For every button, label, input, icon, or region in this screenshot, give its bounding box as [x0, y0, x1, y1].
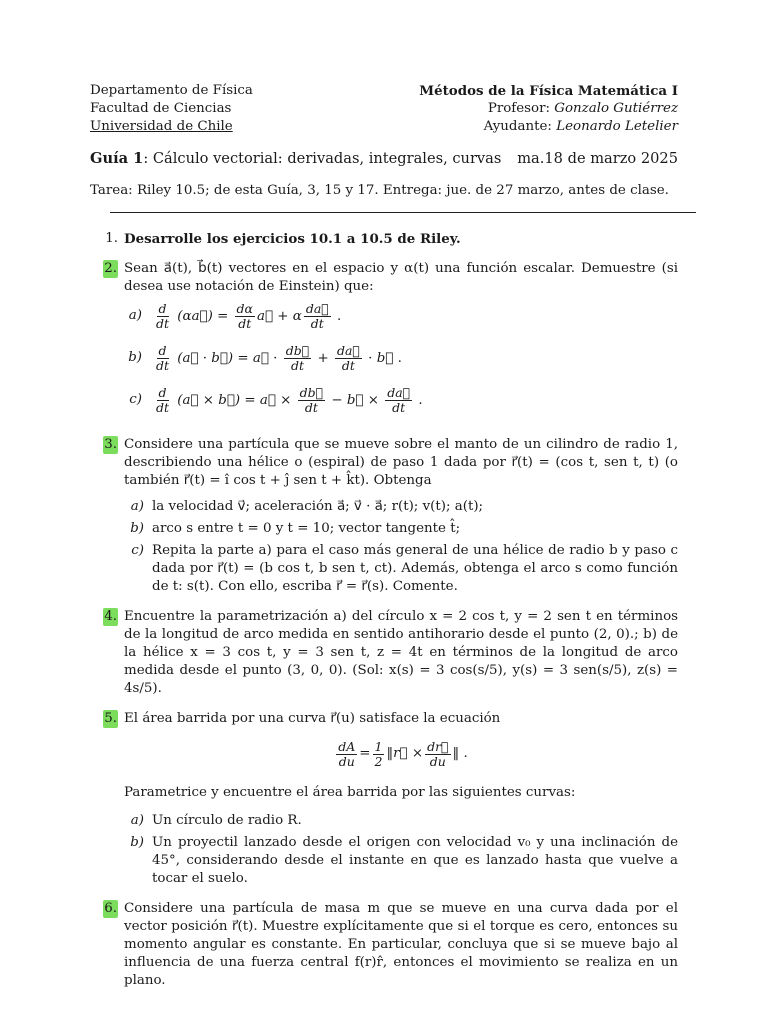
exercise-1 — [90, 230, 678, 248]
assistant-label: Ayudante: — [483, 119, 552, 134]
exercise-5 — [90, 710, 678, 888]
item-label: b) — [130, 521, 144, 536]
number-highlight: 5. — [104, 711, 117, 726]
document-page — [90, 82, 678, 1002]
item-text: arco s entre t = 0 y t = 10; vector tangente t̂; — [152, 521, 461, 536]
header-right — [419, 82, 678, 136]
exercise-text: Considere una partícula de masa m que se mueve en una curva dada por el vector posición r⃗(t). Muestre explícitamente que si el torque es cero, entonces su momento angular es constante. En particular, concluya que si se mueve bajo al influencia de una fuerza central f(r)r̂, entonces el movimiento se realiza en un plano. — [124, 901, 678, 988]
exercise-body — [124, 710, 678, 888]
item-label: c) — [131, 543, 144, 558]
guide-title — [90, 150, 501, 168]
item-label: b) — [130, 835, 144, 850]
item-text: Repita la parte a) para el caso más general de una hélice de radio b y paso c dada por r⃗(t) = (b cos t, b sen t, ct). Además, obtenga el arco s como función de t: s(t). Con ello, escriba r⃗ = r⃗(s). Comente. — [152, 543, 678, 594]
university: Universidad de Chile — [90, 119, 233, 134]
sub-item-a — [124, 812, 678, 830]
item-label: a) — [130, 813, 144, 828]
exercise-paragraph: Parametrice y encuentre el área barrida por las siguientes curvas: — [124, 785, 576, 800]
number-text: 1. — [105, 231, 118, 246]
item-text: Un círculo de radio R. — [152, 813, 302, 828]
number-highlight: 3. — [104, 437, 117, 452]
exercise-body — [124, 436, 678, 596]
guide-date: ma.18 de marzo 2025 — [517, 150, 678, 167]
guide-topic: : Cálculo vectorial: derivadas, integrales, curvas — [143, 150, 502, 167]
item-label: b) — [128, 350, 142, 365]
exercise-text: Desarrolle los ejercicios 10.1 a 10.5 de Riley. — [124, 231, 461, 247]
professor-name: Gonzalo Gutiérrez — [554, 101, 678, 116]
exercise-body — [124, 260, 678, 424]
exercise-number — [90, 710, 124, 888]
exercise-number — [90, 900, 124, 990]
exercise-number — [90, 608, 124, 698]
department: Departamento de Física — [90, 83, 253, 98]
sub-item-a — [124, 498, 678, 516]
exercise-number — [90, 230, 124, 248]
sub-item-b — [124, 834, 678, 888]
exercise-3 — [90, 436, 678, 596]
exercise-number — [90, 260, 124, 424]
professor-line — [419, 100, 678, 118]
exercise-text: Considere una partícula que se mueve sobre el manto de un cilindro de radio 1, describiendo una hélice o (espiral) de paso 1 dada por r⃗(t) = (cos t, sen t, t) (o también r⃗(t) = î cos t + ĵ sen t + k̂t). Obtenga — [124, 437, 678, 488]
formula-c: $\frac{d}{dt}$ (a⃗ × b⃗) = a⃗ × $\frac{db⃗}{dt}$ − b⃗ × $\frac{da⃗}{dt}$ . — [156, 384, 423, 415]
number-highlight: 2. — [104, 261, 117, 276]
item-label: a) — [130, 499, 144, 514]
area-equation: $\frac{dA}{du}$ = $\frac{1}{2}$ ‖r⃗ × $\frac{dr⃗}{du}$ ‖ . — [338, 738, 468, 769]
professor-label: Profesor: — [487, 101, 551, 116]
item-label: a) — [128, 308, 142, 323]
formula-b: $\frac{d}{dt}$ (a⃗ · b⃗) = a⃗ · $\frac{db⃗}{dt}$ + $\frac{da⃗}{dt}$ · b⃗ . — [156, 342, 402, 373]
equation-c — [124, 382, 678, 418]
assistant-name: Leonardo Letelier — [556, 119, 678, 134]
equation-b — [124, 340, 678, 376]
exercise-6 — [90, 900, 678, 990]
sub-item-b — [124, 520, 678, 538]
exercise-text: Sean a⃗(t), b⃗(t) vectores en el espacio y α(t) una función escalar. Demuestre (si desea use notación de Einstein) que: — [124, 261, 678, 294]
guide-title-row — [90, 150, 678, 168]
exercise-list — [90, 230, 678, 990]
course-name: Métodos de la Física Matemática I — [419, 83, 678, 99]
item-text: la velocidad v⃗; aceleración a⃗; v⃗ · a⃗; r(t); v(t); a(t); — [152, 499, 484, 514]
number-highlight: 6. — [104, 901, 117, 916]
formula-a: $\frac{d}{dt}$ (αa⃗) = $\frac{d\alpha}{dt}$ a⃗ + α $\frac{da⃗}{dt}$ . — [156, 300, 342, 331]
exercise-number — [90, 436, 124, 596]
exercise-2 — [90, 260, 678, 424]
assistant-line — [419, 118, 678, 136]
item-label: c) — [129, 392, 142, 407]
header-left — [90, 82, 253, 136]
faculty: Facultad de Ciencias — [90, 101, 232, 116]
homework-line: Tarea: Riley 10.5; de esta Guía, 3, 15 y 17. Entrega: jue. de 27 marzo, antes de clase. — [90, 183, 669, 198]
item-text: Un proyectil lanzado desde el origen con velocidad v₀ y una inclinación de 45°, considerando desde el instante en que es lanzado hasta que vuelve a tocar el suelo. — [152, 835, 678, 886]
sub-item-c — [124, 542, 678, 596]
exercise-4 — [90, 608, 678, 698]
equation-a — [124, 298, 678, 334]
guide-label: Guía 1 — [90, 150, 144, 167]
number-highlight: 4. — [104, 609, 117, 624]
header — [90, 82, 678, 136]
exercise-text: Encuentre la parametrización a) del círculo x = 2 cos t, y = 2 sen t en términos de la longitud de arco medida en sentido antihorario desde el punto (2, 0).; b) de la hélice x = 3 cos t, y = 3 sen t, z = 4t en términos de la longitud de arco medida desde el punto (3, 0, 0). (Sol: x(s) = 3 cos(s/5), y(s) = 3 sen(s/5), z(s) = 4s/5). — [124, 609, 678, 696]
divider — [110, 212, 696, 213]
exercise-text: El área barrida por una curva r⃗(u) satisface la ecuación — [124, 711, 501, 726]
